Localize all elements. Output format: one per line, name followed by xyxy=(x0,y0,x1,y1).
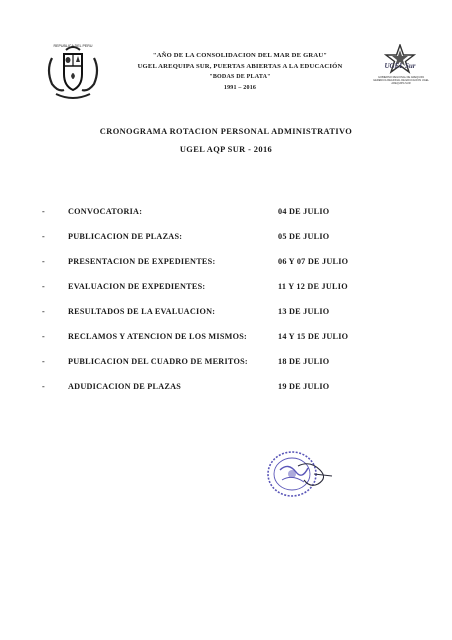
schedule-label: EVALUACION DE EXPEDIENTES: xyxy=(68,282,206,291)
bullet-dash: - xyxy=(42,307,45,316)
schedule-date: 11 Y 12 DE JULIO xyxy=(278,282,348,291)
peru-coat-of-arms-icon xyxy=(44,40,102,102)
bullet-dash: - xyxy=(42,207,45,216)
document-title: CRONOGRAMA ROTACION PERSONAL ADMINISTRATIVO xyxy=(99,127,353,136)
year-motto: "AÑO DE LA CONSOLIDACION DEL MAR DE GRAU" xyxy=(152,52,328,59)
schedule-item xyxy=(0,382,452,396)
bullet-dash: - xyxy=(42,282,45,291)
schedule-date: 19 DE JULIO xyxy=(278,382,330,391)
schedule-date: 14 Y 15 DE JULIO xyxy=(278,332,349,341)
schedule-item xyxy=(0,332,452,346)
schedule-item xyxy=(0,232,452,246)
anniversary-label: "BODAS DE PLATA" xyxy=(209,74,271,80)
schedule-item xyxy=(0,357,452,371)
document-subtitle: UGEL AQP SUR - 2016 xyxy=(179,145,273,154)
schedule-date: 18 DE JULIO xyxy=(278,357,330,366)
bullet-dash: - xyxy=(42,382,45,391)
schedule-label: RESULTADOS DE LA EVALUACION: xyxy=(68,307,216,316)
schedule-label: ADUDICACION DE PLAZAS xyxy=(68,382,182,391)
bullet-dash: - xyxy=(42,232,45,241)
ugel-logo-text: UGEL Sur xyxy=(384,62,416,70)
official-stamp-icon xyxy=(258,440,338,508)
schedule-label: CONVOCATORIA: xyxy=(68,207,143,216)
schedule-item xyxy=(0,257,452,271)
ugel-logo xyxy=(370,44,430,102)
schedule-date: 05 DE JULIO xyxy=(278,232,330,241)
schedule-label: PUBLICACION DE PLAZAS: xyxy=(68,232,183,241)
schedule-date: 13 DE JULIO xyxy=(278,307,330,316)
crest-caption: REPUBLICA DEL PERU xyxy=(53,44,93,48)
schedule-date: 06 Y 07 DE JULIO xyxy=(278,257,349,266)
schedule-date: 04 DE JULIO xyxy=(278,207,330,216)
ugel-logo-caption: GOBIERNO REGIONAL DE AREQUIPA GERENCIA REGIONAL DE EDUCACION UGEL AREQUIPA SUR xyxy=(373,76,429,86)
bullet-dash: - xyxy=(42,357,45,366)
schedule-item xyxy=(0,207,452,221)
schedule-label: PUBLICACION DEL CUADRO DE MERITOS: xyxy=(68,357,248,366)
schedule-item xyxy=(0,282,452,296)
bullet-dash: - xyxy=(42,332,45,341)
anniversary-years: 1991 – 2016 xyxy=(223,85,257,91)
schedule-item xyxy=(0,307,452,321)
schedule-label: PRESENTACION DE EXPEDIENTES: xyxy=(68,257,216,266)
bullet-dash: - xyxy=(42,257,45,266)
ugel-motto: UGEL AREQUIPA SUR, PUERTAS ABIERTAS A LA EDUCACIÓN xyxy=(137,63,343,70)
schedule-label: RECLAMOS Y ATENCION DE LOS MISMOS: xyxy=(68,332,248,341)
